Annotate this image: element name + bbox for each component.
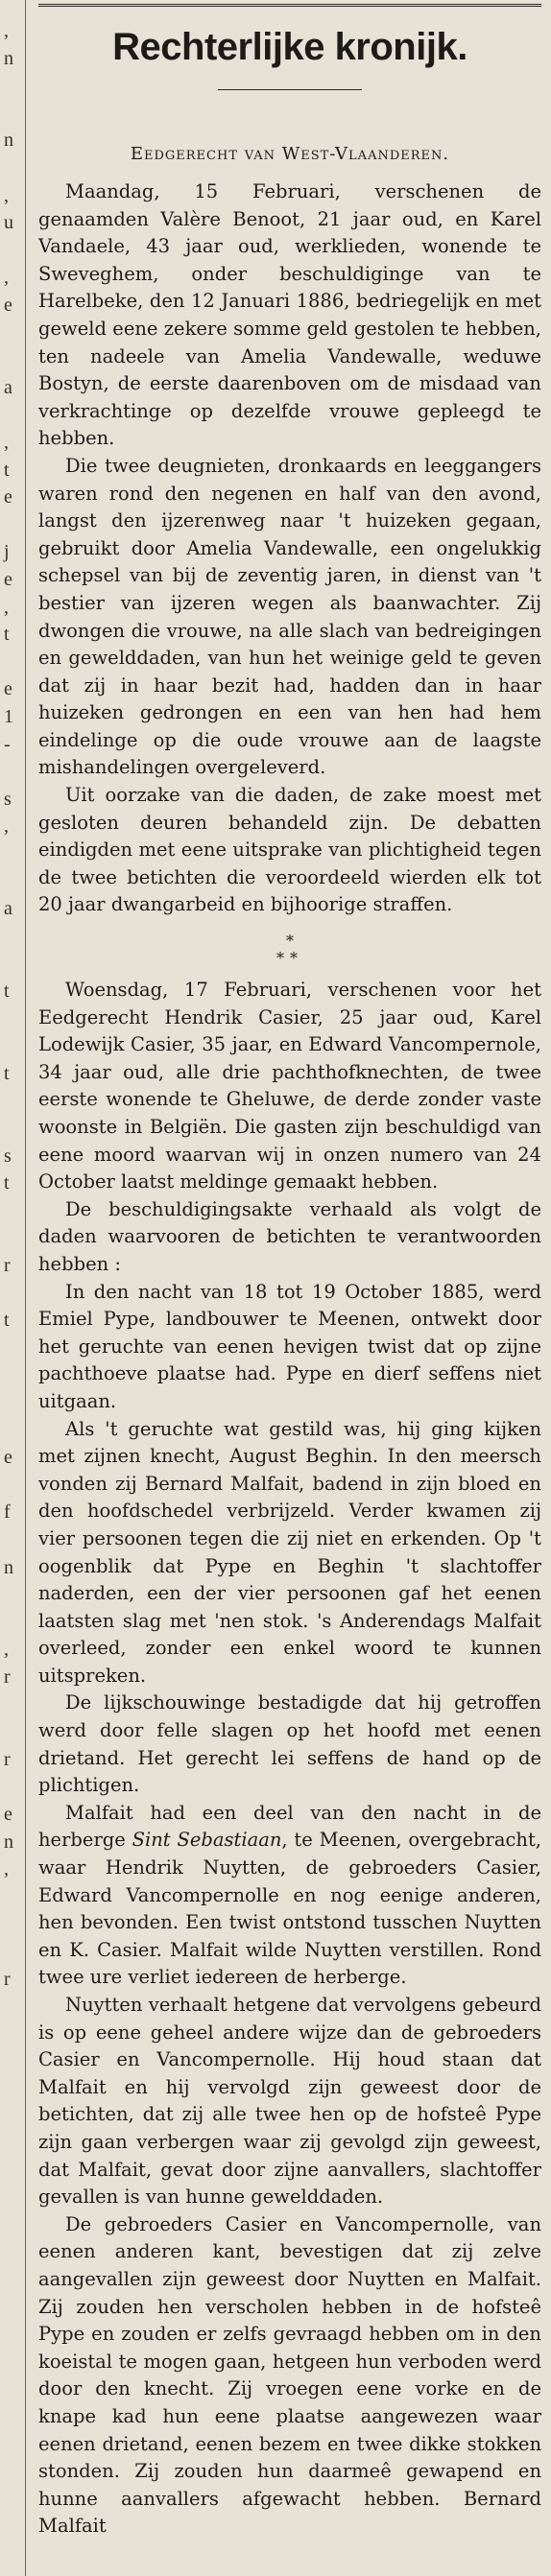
margin-fragment: r [4,1666,11,1688]
margin-fragment: t [4,459,10,481]
separator-star-top: * [286,932,294,951]
adjacent-column-margin [0,0,26,2576]
margin-fragment: e [4,569,12,590]
margin-fragment: , [4,815,9,838]
margin-fragment: e [4,1447,12,1469]
section-subheading: Eedgerecht van West-Vlaanderen. [130,144,450,164]
margin-fragment: , [4,184,9,206]
margin-fragment: , [4,267,9,289]
margin-fragment: n [4,130,13,152]
paragraph: Als 't geruchte wat gestild was, hij ging kijken met zijnen knecht, August Beghin. In den meersch vonden zij Bernard Malfait, badend in zijn bloed en den hoofdschedel verbrijzeld. Verder kwamen zij vier persoonen tegen die zij niet en erkenden. Op 't oogenblik dat Pype en Beghin 't slachtoffer naderden, een der vier persoonen gaf het eenen laatsten slag met 'nen stok. 's Anderendags Malfait overleed, zonder een enkel woord te kunnen uitspreken. [38,1417,541,1687]
paragraph: Woensdag, 17 Februari, verschenen voor het Eedgerecht Hendrik Casier, 25 jaar oud, Karel Lodewijk Casier, 35 jaar, en Edward Vancompernole, 34 jaar oud, alle drie pachthofknechten, de twee eerste wonende te Gheluwe, de derde zonder vaste woonste in Belgiën. Die gasten zijn beschuldigd van eene moord waarvan wij in onzen numero van 24 October laatst meldinge gemaakt hebben. [38,979,541,1193]
paragraph: De lijkschouwinge bestadigde dat hij getroffen werd door felle slagen op het hoofd met eenen drietand. Het gerecht lei seffens de hand op de plichtigen. [38,1691,541,1797]
margin-fragment: , [4,596,9,618]
margin-fragment: e [4,1804,12,1825]
margin-fragment: e [4,486,12,508]
margin-fragment: - [4,733,11,755]
paragraph-text: , te Meenen, overgebracht, waar Hendrik Nuytten, de gebroeders Casier, Edward Vancompernolle en nog eenige anderen, hen bevonden. Een twist ontstond tusschen Nuytten en K. Casier. Malfait wilde Nuytten verstillen. Rond twee ure verliet iedereen de herberge. [38,1829,541,1989]
margin-fragment: u [4,212,13,234]
paragraph: Maandag, 15 Februari, verschenen de genaamden Valère Benoot, 21 jaar oud, en Karel Vandaele, 43 jaar oud, werklieden, wonende te Sweveghem, onder beschuldiginge van te Harelbeke, den 12 Januari 1886, bedriegelijk en met geweld eene zekere somme geld gestolen te hebben, ten nadeele van Amelia Vandewalle, weduwe Bostyn, de eerste daarenboven om de misdaad van verkrachtinge op dezelfde vrouwe gepleegd te hebben. [38,180,541,450]
margin-fragment: n [4,1831,13,1853]
section-separator [38,933,541,967]
margin-fragment: f [4,1501,11,1524]
margin-fragment: a [4,898,12,920]
margin-fragment: t [4,981,10,1002]
margin-fragment: r [4,1748,11,1770]
paragraph [38,1800,541,1992]
margin-fragment: e [4,295,12,316]
paragraph: De beschuldigingsakte verhaald als volgt de daden waarvooren de betichten te verantwoorden hebben : [38,1197,541,1275]
top-rule [38,0,541,7]
paragraph: Die twee deugnieten, dronkaards en leeggangers waren rond den negenen en half van den avond, langst den ijzerenweg naar 't huizeken gegaan, gebruikt door Amelia Vandewalle, een ongelukkig schepsel van bij de zeventig jaren, in dienst van 't bestier van ijzeren wegen als baanwachter. Zij dwongen die vrouwe, na alle slach van bedreigingen en gewelddaden, van hun het weinige geld te geven dat zij in haar bezit had, hadden dan in haar huizeken gedrongen en een van hen had hem eindelinge op die oude vrouwe aan de laagste mishandelingen overgeleverd. [38,454,541,779]
title-rule [218,89,362,90]
margin-fragment: r [4,1255,11,1276]
margin-fragment: e [4,678,12,700]
margin-fragment: a [4,376,12,398]
margin-fragment: , [4,1639,9,1661]
margin-fragment: s [4,1145,12,1167]
margin-fragment: , [4,1858,9,1880]
paragraph: In den nacht van 18 tot 19 October 1885, werd Emiel Pype, landbouwer te Meenen, ontwekt door het geruchte van eenen hevigen twist dat op zijne pachthoeve plaatse had. Pype en dierf seffens niet uitgaan. [38,1280,541,1412]
margin-fragment: 1 [4,706,13,727]
article-column [38,0,541,2576]
margin-fragment: t [4,1310,10,1332]
separator-star-bottom: ** [276,949,303,968]
margin-fragment: t [4,624,10,646]
margin-fragment: , [4,432,9,453]
margin-fragment: t [4,1172,10,1194]
margin-fragment: r [4,1968,11,1990]
inn-name: Sint Sebastiaan [132,1829,282,1852]
paragraph: Nuytten verhaalt hetgene dat vervolgens gebeurd is op eene geheel andere wijze dan de gebroeders Casier en Vancompernolle. Hij houd staan dat Malfait en hij vervolgd zijn geweest door de betichten, dat zij alle twee hen op de hofsteê Pype zijn gaan verbergen waar zij gevolgd zijn geweest, dat Malfait, gevat door zijne aanvallers, slachtoffer gevallen is van hunne gewelddaden. [38,1994,541,2209]
margin-fragment: s [4,788,12,810]
margin-fragment: n [4,1556,13,1578]
paragraph: Uit oorzake van die daden, de zake moest met gesloten deuren behandeld zijn. De debatten eindigden met eene uitsprake van plichtigheid tegen de twee betichten die veroordeeld wierden elk tot 20 jaar dwangarbeid en bijhoorige straffen. [38,784,541,916]
paragraph: De gebroeders Casier en Vancompernolle, van eenen anderen kant, bevestigen dat zij zelve aangevallen zijn geweest door Nuytten en Malfait. Zij zouden hen verscholen hebben in de hofsteê Pype en zouden er zelfs gevraagd hebben om in den koeistal te mogen gaan, hetgeen hun verboden werd door den knecht. Zij vroegen eene vorke en de knape kad hun eene plaatse aangewezen waar eenen drietand, eenen bezem en twee dikke stokken stonden. Zij zouden hun daarmeê gewapend en hunne aanvallers afgewacht hebben. Bernard Malfait [38,2212,541,2538]
article-title: Rechterlijke kronijk. [112,26,467,68]
margin-fragment: , [4,20,9,41]
paragraph-text: Malfait had een deel van den nacht in de herberge [38,1801,541,1852]
margin-fragment: n [4,47,13,69]
margin-fragment: j [4,541,10,563]
margin-fragment: t [4,1062,10,1084]
